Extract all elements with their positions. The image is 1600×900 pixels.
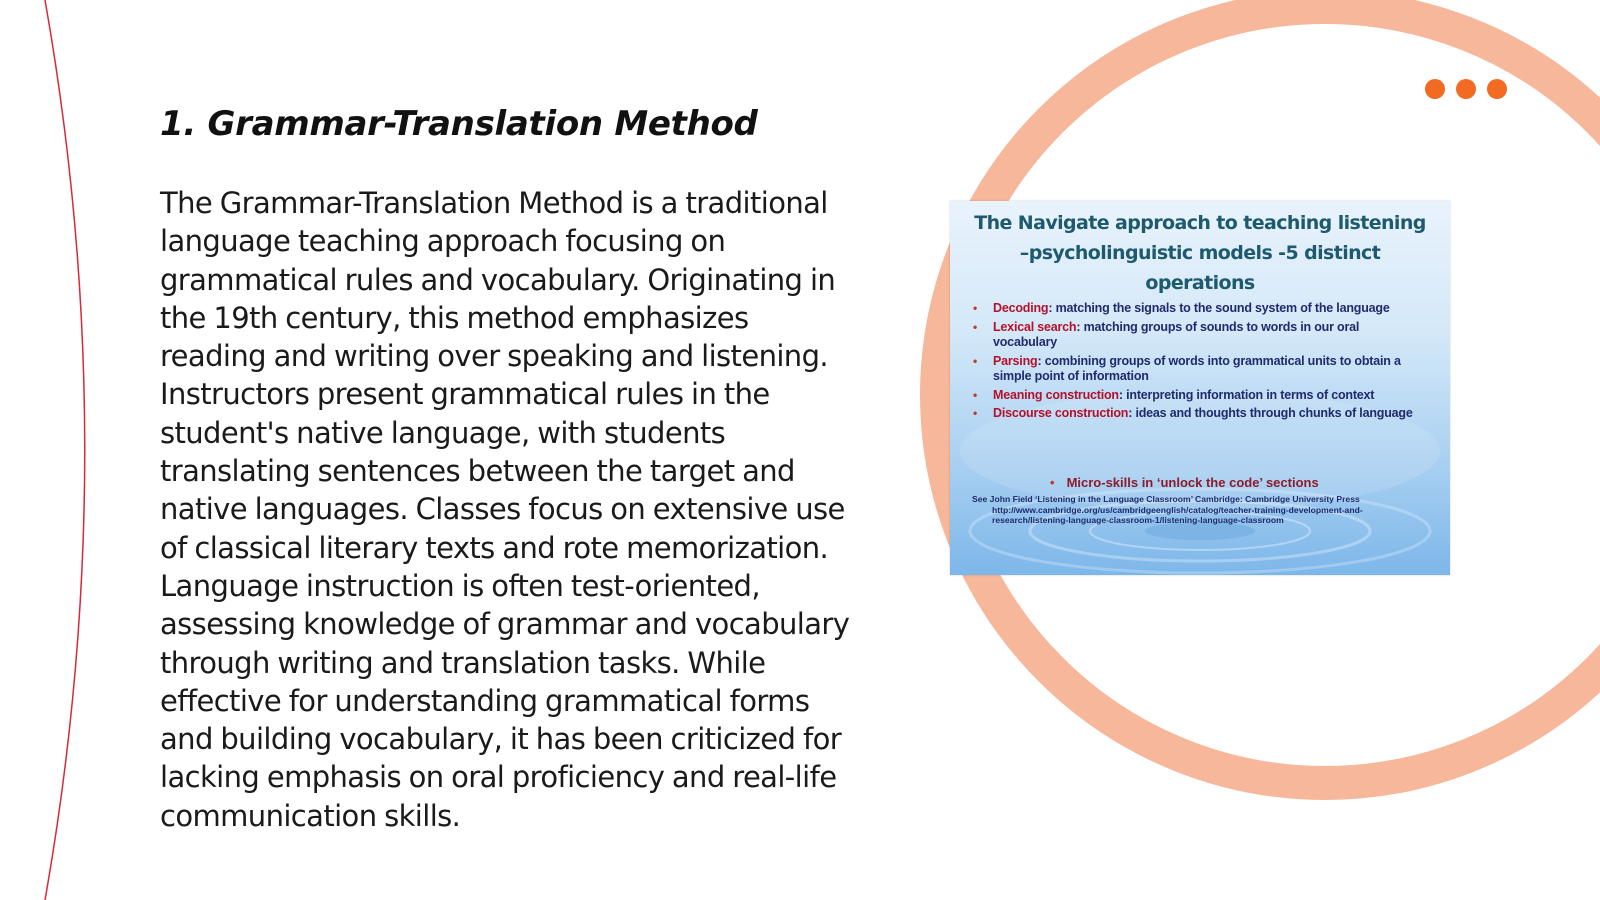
embedded-slide-title: The Navigate approach to teaching listening –psycholinguistic models -5 distinct operations [974,212,1426,294]
term-label: Lexical search [993,319,1077,334]
list-item [970,301,1420,317]
micro-skills-note [1050,475,1319,490]
bullet-icon: • [973,319,978,334]
term-label: Decoding [993,301,1049,315]
term-label: Parsing [993,353,1038,368]
list-item [970,320,1420,351]
reference-note [972,494,1412,526]
dot-indicator-icon [1425,79,1507,99]
term-description: : matching the signals to the sound system of the language [1048,301,1390,315]
term-label: Meaning construction [993,387,1119,402]
left-border-curve [45,0,85,900]
embedded-slide-image [950,201,1450,575]
list-item [970,388,1420,404]
micro-skills-text: Micro-skills in ‘unlock the code’ sections [1066,475,1319,490]
slide-body-text: The Grammar-Translation Method is a traditional language teaching approach focusing on grammatical rules and vocabulary. Originating in the 19th century, this method emphasizes reading and writing over speaking and listening. Instructors present grammatical rules in the student's native language, with students translating sentences between the target and native languages. Classes focus on extensive use of classical literary texts and rote memorization. Language instruction is often test-oriented, assessing knowledge of grammar and vocabulary through writing and translation tasks. While effective for understanding grammatical forms and building vocabulary, it has been criticized for lacking emphasis on oral proficiency and real-life communication skills. [160,186,850,833]
bullet-icon: • [973,301,978,315]
list-item [970,406,1420,422]
reference-url: http://www.cambridge.org/us/cambridgeenglish/catalog/teacher-training-development-and-research/listening-language-classroom-1/listening-language-classroom [992,504,1363,525]
bullet-icon: • [973,387,978,402]
dot-icon [1456,79,1476,99]
term-description: : combining groups of words into grammatical units to obtain a simple point of information [993,353,1401,383]
bullet-icon: • [973,406,978,420]
term-label: Discourse construction [993,406,1129,420]
reference-text: See John Field ‘Listening in the Language Classroom’ Cambridge: Cambridge University Press [972,494,1360,504]
list-item [970,354,1420,385]
operations-list [970,301,1420,425]
term-description: : matching groups of sounds to words in our oral vocabulary [993,319,1360,349]
term-description: : interpreting information in terms of context [1118,387,1375,402]
bullet-icon: • [1050,475,1055,490]
slide-title: 1. Grammar-Translation Method [160,104,758,144]
bullet-icon: • [973,353,978,368]
term-description: : ideas and thoughts through chunks of language [1128,406,1413,420]
dot-icon [1487,79,1507,99]
dot-icon [1425,79,1445,99]
